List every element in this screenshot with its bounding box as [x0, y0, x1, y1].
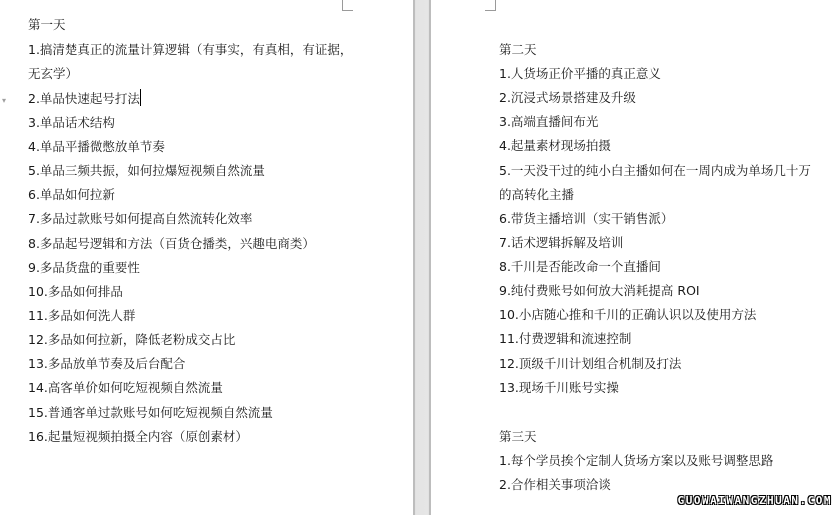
day2-item: 5.一天没干过的纯小白主播如何在一周内成为单场几十万	[499, 163, 811, 178]
day3-item: 2.合作相关事项洽谈	[499, 477, 611, 492]
day1-item: 16.起量短视频拍摄全内容（原创素材）	[28, 429, 248, 444]
page-corner-mark-left	[342, 0, 353, 11]
day1-item: 11.多品如何洗人群	[28, 308, 136, 323]
day1-item: 1.搞清楚真正的流量计算逻辑（有事实，有真相，有证据，	[28, 42, 353, 57]
day2-item: 13.现场千川账号实操	[499, 380, 619, 395]
day1-item: 2.单品快速起号打法	[28, 91, 140, 106]
page-corner-mark-right	[485, 0, 496, 11]
day2-item: 10.小店随心推和千川的正确认识以及使用方法	[499, 307, 757, 322]
day2-item: 12.顶级千川计划组合机制及打法	[499, 356, 682, 371]
day2-item: 11.付费逻辑和流速控制	[499, 331, 632, 346]
document-page-left	[0, 0, 413, 515]
day1-item: 15.普通客单过款账号如何吃短视频自然流量	[28, 405, 273, 420]
day1-item: 9.多品货盘的重要性	[28, 260, 140, 275]
day2-item: 6.带货主播培训（实干销售派）	[499, 211, 674, 226]
day1-item: 14.高客单价如何吃短视频自然流量	[28, 380, 223, 395]
day2-item: 2.沉浸式场景搭建及升级	[499, 90, 636, 105]
site-watermark: GUOWAIWANGZHUAN.COM	[677, 494, 832, 507]
day1-item: 无玄学）	[28, 66, 79, 81]
day1-item: 7.多品过款账号如何提高自然流转化效率	[28, 211, 253, 226]
text-cursor	[140, 89, 141, 106]
day1-item: 6.单品如何拉新	[28, 187, 115, 202]
day1-item: 3.单品话术结构	[28, 115, 115, 130]
day2-item: 9.纯付费账号如何放大消耗提高 ROI	[499, 283, 700, 298]
day1-item: 8.多品起号逻辑和方法（百货仓播类，兴趣电商类）	[28, 236, 315, 251]
day1-item: 12.多品如何拉新，降低老粉成交占比	[28, 332, 236, 347]
day1-heading: 第一天	[28, 17, 66, 32]
day3-heading: 第三天	[499, 429, 537, 444]
day2-item: 4.起量素材现场拍摄	[499, 138, 611, 153]
day1-item: 5.单品三频共振，如何拉爆短视频自然流量	[28, 163, 265, 178]
day2-heading: 第二天	[499, 42, 537, 57]
day1-item: 4.单品平播微憋放单节奏	[28, 139, 165, 154]
day1-item: 10.多品如何排品	[28, 284, 123, 299]
document-page-right	[431, 0, 840, 515]
page-edge-shadow	[413, 0, 415, 515]
day2-item: 1.人货场正价平播的真正意义	[499, 66, 661, 81]
day2-item: 7.话术逻辑拆解及培训	[499, 235, 624, 250]
day3-item: 1.每个学员挨个定制人货场方案以及账号调整思路	[499, 453, 774, 468]
day1-item: 13.多品放单节奏及后台配合	[28, 356, 186, 371]
day2-item: 的高转化主播	[499, 187, 575, 202]
day2-item: 8.千川是否能改命一个直播间	[499, 259, 661, 274]
day2-item: 3.高端直播间布光	[499, 114, 599, 129]
paragraph-marker-icon: ▾	[2, 96, 7, 105]
